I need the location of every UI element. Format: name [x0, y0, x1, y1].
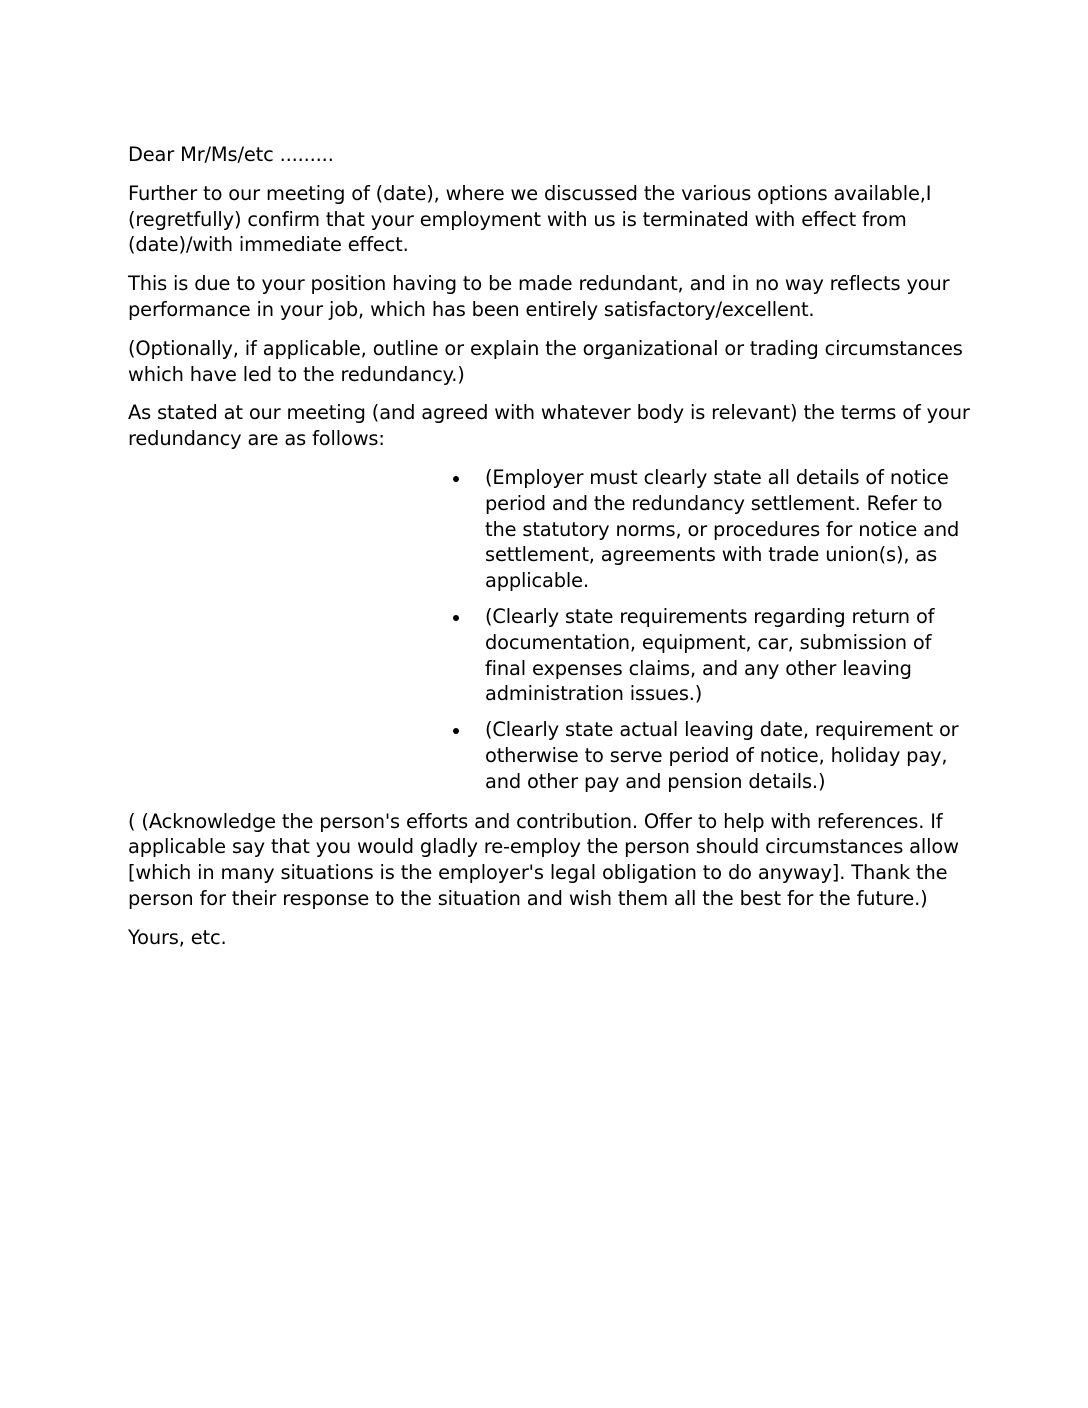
- paragraph-termination-notice: [128, 181, 968, 258]
- bullet-icon: [453, 476, 459, 482]
- text-line: As stated at our meeting (and agreed with whatever body is relevant) the terms of your: [128, 401, 970, 425]
- paragraph-acknowledgement: [128, 809, 968, 912]
- text-line: person for their response to the situation and wish them all the best for the future.): [128, 886, 928, 910]
- text-line: settlement, agreements with trade union(s), as: [485, 543, 938, 567]
- paragraph-redundancy-reason: [128, 271, 968, 323]
- salutation-text: Dear Mr/Ms/etc .........: [128, 143, 334, 166]
- text-line: [which in many situations is the employer's legal obligation to do anyway]. Thank the: [128, 861, 948, 885]
- text-line: (Employer must clearly state all details of notice: [485, 465, 949, 489]
- letter-body: [128, 142, 968, 964]
- closing: [128, 925, 968, 951]
- paragraph-circumstances: [128, 336, 968, 388]
- list-item: [450, 717, 959, 794]
- bullet-icon: [453, 615, 459, 621]
- text-line: performance in your job, which has been entirely satisfactory/excellent.: [128, 297, 815, 321]
- paragraph-terms-intro: [128, 400, 968, 452]
- text-line: (date)/with immediate effect.: [128, 233, 409, 257]
- text-line: (Clearly state actual leaving date, requirement or: [485, 718, 959, 742]
- text-line: Further to our meeting of (date), where we discussed the various options available,I: [128, 181, 932, 205]
- text-line: and other pay and pension details.): [485, 769, 826, 793]
- text-line: period and the redundancy settlement. Refer to: [485, 491, 943, 515]
- text-line: administration issues.): [485, 682, 703, 706]
- text-line: applicable say that you would gladly re-employ the person should circumstances allow: [128, 835, 959, 859]
- text-line: final expenses claims, and any other leaving: [485, 656, 912, 680]
- salutation: [128, 142, 968, 168]
- text-line: documentation, equipment, car, submission of: [485, 630, 932, 654]
- list-item: [450, 465, 960, 594]
- closing-text: Yours, etc.: [128, 925, 227, 949]
- text-line: the statutory norms, or procedures for notice and: [485, 517, 960, 541]
- list-item: [450, 604, 950, 707]
- text-line: ( (Acknowledge the person's efforts and contribution. Offer to help with references. If: [128, 809, 943, 833]
- text-line: which have led to the redundancy.): [128, 362, 465, 386]
- text-line: This is due to your position having to be made redundant, and in no way reflects your: [128, 272, 950, 296]
- text-line: redundancy are as follows:: [128, 427, 385, 451]
- bullet-icon: [453, 728, 459, 734]
- text-line: otherwise to serve period of notice, holiday pay,: [485, 743, 948, 767]
- text-line: (Clearly state requirements regarding return of: [485, 604, 935, 628]
- redundancy-terms-list: [450, 465, 960, 795]
- text-line: applicable.: [485, 569, 589, 593]
- text-line: (regretfully) confirm that your employment with us is terminated with effect from: [128, 207, 907, 231]
- text-line: (Optionally, if applicable, outline or explain the organizational or trading circumstances: [128, 336, 963, 360]
